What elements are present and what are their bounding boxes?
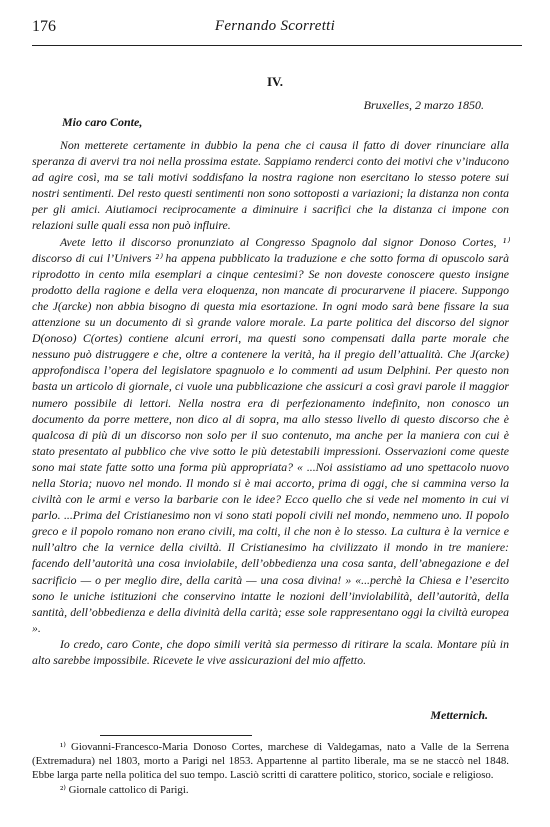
page-number: 176 bbox=[32, 18, 56, 35]
signature: Metternich. bbox=[430, 708, 488, 722]
header-rule bbox=[32, 45, 522, 46]
letter-date: Bruxelles, 2 marzo 1850. bbox=[363, 98, 484, 112]
running-title: Fernando Scorretti bbox=[214, 18, 336, 34]
footnotes bbox=[32, 740, 509, 797]
letter-number: IV. bbox=[266, 74, 284, 89]
paragraph: Non metterete certamente in dubbio la pena che ci causa il fatto di dover rinunciare alla speranza di avervi tra noi nella prossima estate. Sappiamo renderci conto dei motivi che v’inducono ad agire così, ma se tali motivi soddisfano la nostra ragione non esercitano lo stesso potere sui nostri sentimenti. Del resto questi sentimenti non sono sottoposti a variazioni; la distanza non conta per gli amici. Aiutiamoci reciprocamente a diminuire i sacrifici che la distanza ci impone con relazioni sulle quali essa non può influire. bbox=[32, 138, 509, 233]
salutation: Mio caro Conte, bbox=[62, 115, 143, 129]
paragraph: Avete letto il discorso pronunziato al Congresso Spagnolo dal signor Donoso Cortes, ¹⁾ discorso di cui l’Univers ²⁾ ha appena pubblicato la traduzione e che sotto forma di opuscolo sarà riprodotto in cento mila esemplari a cinque centesimi? Se non doveste conoscere questo insigne prodotto della ragione e della vera eloquenza, non mancate di procurarvene il piacere. Suppongo che J(arcke) non abbia bisogno di questa mia esortazione. In ogni modo sarà bene fissare la sua attenzione su un documento di sì grande valore morale. La parte politica del discorso del signor D(onoso) C(ortes) contiene alcuni errori, ma questi sono compensati dalla parte morale che nessuno può distruggere e che, oltre a contenere la verità, ha il pregio dell’attualità. Che J(arcke) approfondisca l’opera del legislatore spagnuolo e lo commenti ad usum Delphini. Per questo non basta un articolo di giornale, ci vuole una pubblicazione che assicuri a così gravi parole il maggior numero possibile di lettori. Nella nostra era di perfezionamento indefinito, non conosco un documento da porre mettere, non dico al di sopra, ma allo stesso livello di questo discorso che è qualcosa di più di un discorso non solo per il suo contenuto, ma anche per la maniera con cui è stato presentato al pubblico che vive sotto le più detestabili impressioni. Osservazioni come queste sono mai state fatte sotto una forma più appropriata? « ...Noi assistiamo ad uno spettacolo nuovo nella Storia; nuovo nel mondo. Il mondo si è mai accorto, prima di oggi, che si cammina verso la civiltà con le armi e verso la barbarie con le idee? Ecco quello che si vede nel momento in cui vi parlo. ...Prima del Cristianesimo non vi sono stati popoli civili nel mondo, nemmeno uno. Il popolo greco e il popolo romano non erano civili, ma colti, il che non è lo stesso. La cultura è la vernice e null’altro che la vernice della civiltà. Il Cristianesimo ha civilizzato il mondo in tre maniere: facendo dell’autorità una cosa inviolabile, dell’obbedienza una cosa santa, dell’abnegazione e del sacrificio — o per meglio dire, della carità — una cosa divina! » «...perchè la Chiesa e l’esercito sono le uniche istituzioni che conservino intatte le nozioni dell’inviolabilità, dell’autorità, della santità, dell’obbedienza e della divinità della carità; esse sole rappresentano oggi la civiltà europea ». bbox=[32, 234, 509, 635]
footnote: ²⁾ Giornale cattolico di Parigi. bbox=[60, 783, 189, 796]
letter-body bbox=[32, 137, 509, 668]
footnote: ¹⁾ Giovanni-Francesco-Maria Donoso Cortes, marchese di Valdegamas, nato a Valle de la Serrena (Extremadura) nel 1803, morto a Parigi nel 1853. Appartenne al partito liberale, ma se ne staccò nel 1848. Ebbe larga parte nella politica del suo tempo. Lasciò scritti di carattere politico, storico, sociale e religioso. bbox=[32, 741, 509, 782]
paragraph: Io credo, caro Conte, che dopo simili verità sia permesso di ritirare la scala. Montare più in alto sarebbe impossibile. Ricevete le vive assicurazioni del mio affetto. bbox=[32, 636, 509, 667]
footnote-rule bbox=[100, 735, 252, 736]
